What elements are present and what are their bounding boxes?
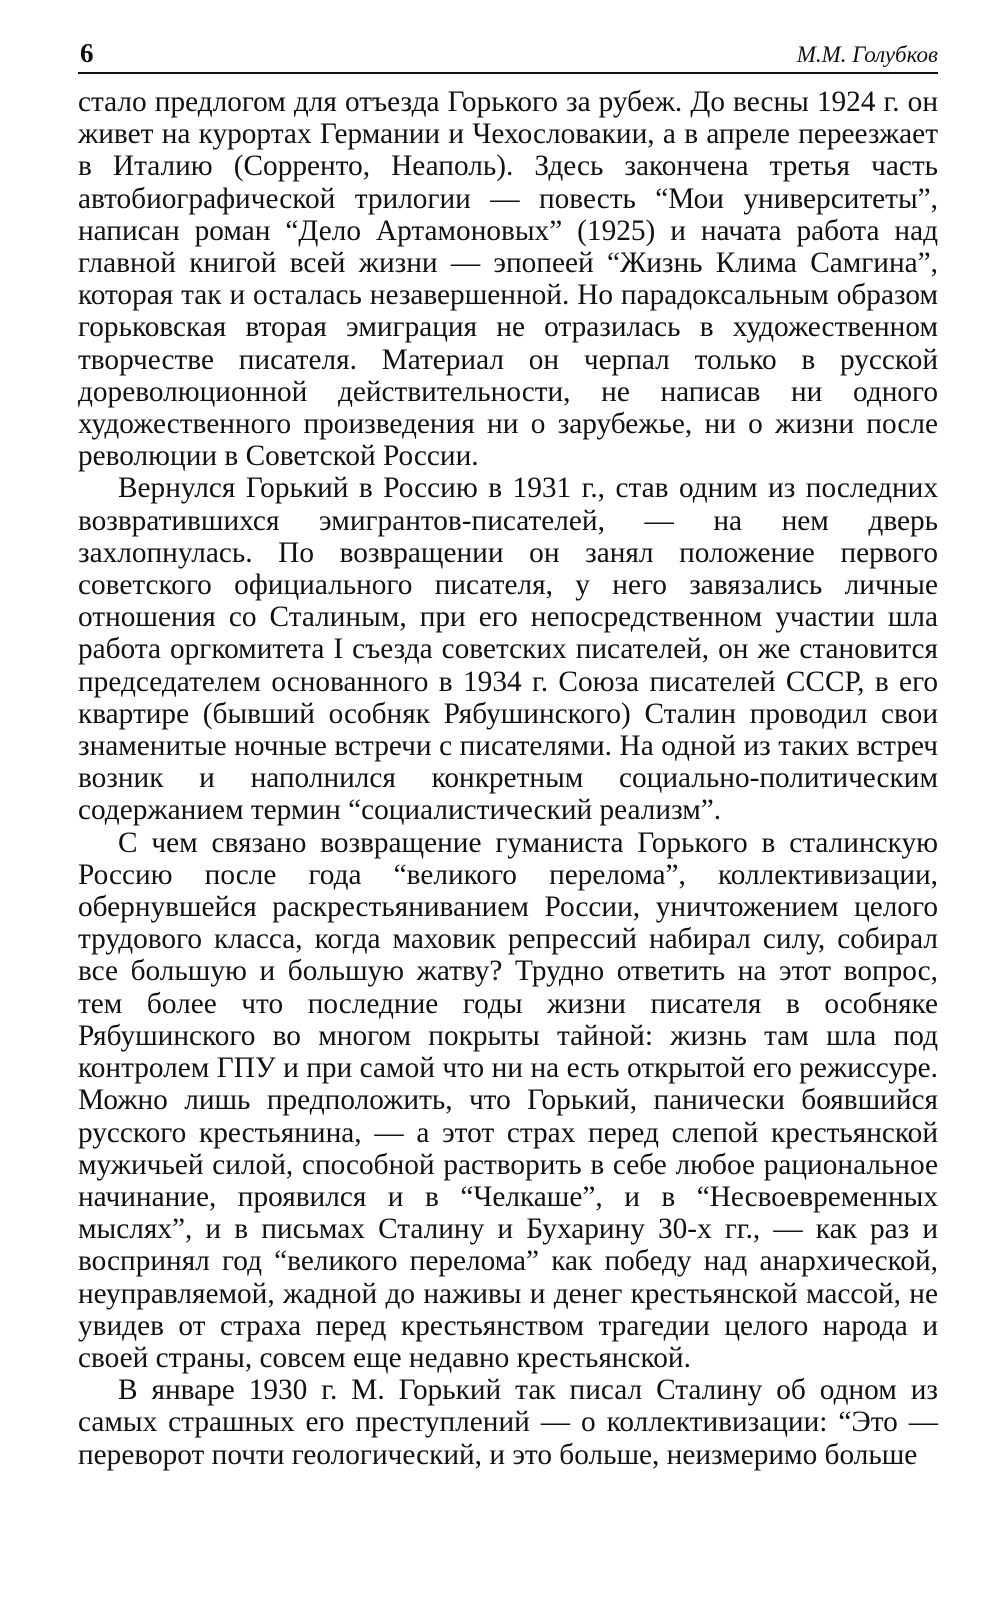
paragraph-letter-to-stalin: В январе 1930 г. М. Горький так писал Сталину об одном из самых страшных его преступлений — о коллективизации: “Это — переворот почти геологический, и это больше, неизмеримо больше <box>78 1374 938 1471</box>
body-text <box>78 86 938 1471</box>
page-number: 6 <box>80 38 94 68</box>
running-header-author: М.М. Голубков <box>796 42 938 67</box>
book-page <box>78 30 938 1471</box>
paragraph-continued: стало предлогом для отъезда Горького за рубеж. До весны 1924 г. он живет на курортах Германии и Чехословакии, а в апреле переезжает в Италию (Сорренто, Неаполь). Здесь закончена третья часть автобиографической трилогии — повесть “Мои университеты”, написан роман “Дело Артамоновых” (1925) и начата работа над главной книгой всей жизни — эпопеей “Жизнь Клима Самгина”, которая так и осталась незавершенной. Но парадоксальным образом горьковская вторая эмиграция не отразилась в художественном творчестве писателя. Материал он черпал только в русской дореволюционной действительности, не написав ни одного художественного произведения ни о зарубежье, ни о жизни после революции в Советской России. <box>78 86 938 473</box>
paragraph-reasons-for-return: С чем связано возвращение гуманиста Горького в сталинскую Россию после года “великого перелома”, коллективизации, обернувшейся раскрестьяниванием России, уничтожением целого трудового класса, когда маховик репрессий набирал силу, собирал все большую и большую жатву? Трудно ответить на этот вопрос, тем более что последние годы жизни писателя в особняке Рябушинского во многом покрыты тайной: жизнь там шла под контролем ГПУ и при самой что ни на есть открытой его режиссуре. Можно лишь предположить, что Горький, панически боявшийся русского крестьянина, — а этот страх перед слепой крестьянской мужичьей силой, способной растворить в себе любое рациональное начинание, проявился и в “Челкаше”, и в “Несвоевременных мыслях”, и в письмах Сталину и Бухарину 30-х гг., — как раз и воспринял год “великого перелома” как победу над анархической, неуправляемой, жадной до наживы и денег крестьянской массой, не увидев от страха перед крестьянством трагедии целого народа и своей страны, совсем еще недавно крестьянской. <box>78 826 938 1374</box>
running-header <box>78 30 938 74</box>
paragraph-return-to-russia: Вернулся Горький в Россию в 1931 г., став одним из последних возвратившихся эмигрантов-писателей, — на нем дверь захлопнулась. По возвращении он занял положение первого советского официального писателя, у него завязались личные отношения со Сталиным, при его непосредственном участии шла работа оргкомитета I съезда советских писателей, он же становится председателем основанного в 1934 г. Союза писателей СССР, в его квартире (бывший особняк Рябушинского) Сталин проводил свои знаменитые ночные встречи с писателями. На одной из таких встреч возник и наполнился конкретным социально-политическим содержанием термин “социалистический реализм”. <box>78 472 938 827</box>
